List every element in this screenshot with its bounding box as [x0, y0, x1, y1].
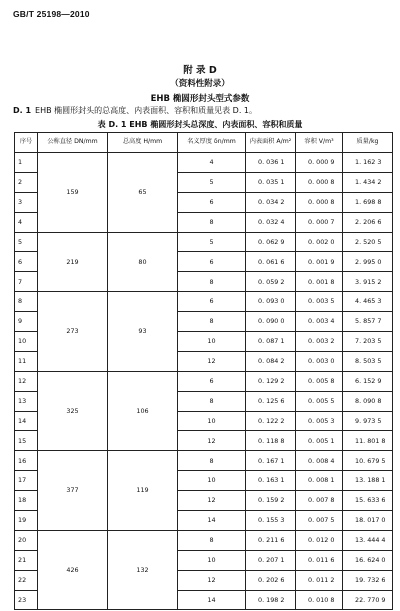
cell-thickness: 8 — [178, 451, 246, 471]
cell-no: 5 — [15, 232, 38, 252]
cell-thickness: 6 — [178, 292, 246, 312]
cell-area: 0. 155 3 — [246, 511, 296, 531]
table-row — [15, 232, 393, 252]
cell-mass: 2. 520 5 — [343, 232, 393, 252]
cell-area: 0. 034 2 — [246, 192, 296, 212]
cell-no: 14 — [15, 411, 38, 431]
cell-mass: 22. 770 9 — [343, 590, 393, 610]
cell-mass: 8. 090 8 — [343, 391, 393, 411]
cell-area: 0. 036 1 — [246, 153, 296, 173]
cell-mass: 7. 203 5 — [343, 332, 393, 352]
cell-volume: 0. 005 8 — [296, 371, 343, 391]
cell-mass: 2. 995 0 — [343, 252, 393, 272]
cell-volume: 0. 005 3 — [296, 411, 343, 431]
cell-no: 8 — [15, 292, 38, 312]
cell-mass: 1. 698 8 — [343, 192, 393, 212]
cell-area: 0. 125 6 — [246, 391, 296, 411]
cell-thickness: 5 — [178, 172, 246, 192]
cell-thickness: 12 — [178, 431, 246, 451]
cell-area: 0. 084 2 — [246, 351, 296, 371]
cell-no: 3 — [15, 192, 38, 212]
cell-no: 10 — [15, 332, 38, 352]
header-volume: 容积 V/m³ — [296, 133, 343, 153]
cell-volume: 0. 003 2 — [296, 332, 343, 352]
cell-dn: 219 — [38, 232, 108, 292]
cell-volume: 0. 003 4 — [296, 312, 343, 332]
header-height: 总高度 H/mm — [108, 133, 178, 153]
cell-area: 0. 122 2 — [246, 411, 296, 431]
cell-thickness: 4 — [178, 153, 246, 173]
cell-thickness: 6 — [178, 192, 246, 212]
cell-no: 2 — [15, 172, 38, 192]
table-header-row — [15, 133, 393, 153]
cell-thickness: 12 — [178, 491, 246, 511]
cell-thickness: 14 — [178, 511, 246, 531]
header-area: 内表面积 A/m² — [246, 133, 296, 153]
table-row — [15, 371, 393, 391]
header-thickness: 名义厚度 δn/mm — [178, 133, 246, 153]
cell-thickness: 12 — [178, 351, 246, 371]
cell-thickness: 10 — [178, 411, 246, 431]
cell-volume: 0. 010 8 — [296, 590, 343, 610]
cell-dn: 159 — [38, 153, 108, 233]
cell-volume: 0. 000 9 — [296, 153, 343, 173]
cell-area: 0. 159 2 — [246, 491, 296, 511]
cell-volume: 0. 011 6 — [296, 550, 343, 570]
cell-mass: 8. 503 5 — [343, 351, 393, 371]
cell-mass: 4. 465 3 — [343, 292, 393, 312]
appendix-subtitle: （资料性附录） — [170, 79, 230, 89]
cell-area: 0. 129 2 — [246, 371, 296, 391]
cell-volume: 0. 001 9 — [296, 252, 343, 272]
cell-volume: 0. 007 8 — [296, 491, 343, 511]
table-row — [15, 153, 393, 173]
cell-volume: 0. 001 8 — [296, 272, 343, 292]
cell-height: 93 — [108, 292, 178, 372]
cell-mass: 13. 188 1 — [343, 471, 393, 491]
cell-mass: 11. 801 8 — [343, 431, 393, 451]
cell-thickness: 8 — [178, 272, 246, 292]
cell-area: 0. 035 1 — [246, 172, 296, 192]
cell-thickness: 5 — [178, 232, 246, 252]
cell-volume: 0. 007 5 — [296, 511, 343, 531]
cell-mass: 9. 973 5 — [343, 411, 393, 431]
cell-no: 6 — [15, 252, 38, 272]
cell-no: 12 — [15, 371, 38, 391]
cell-no: 16 — [15, 451, 38, 471]
cell-no: 15 — [15, 431, 38, 451]
cell-volume: 0. 002 0 — [296, 232, 343, 252]
cell-area: 0. 163 1 — [246, 471, 296, 491]
standard-number-header: GB/T 25198—2010 — [13, 9, 90, 19]
cell-mass: 13. 444 4 — [343, 530, 393, 550]
cell-dn: 426 — [38, 530, 108, 610]
cell-thickness: 6 — [178, 252, 246, 272]
cell-thickness: 14 — [178, 590, 246, 610]
cell-dn: 325 — [38, 371, 108, 451]
cell-mass: 19. 732 6 — [343, 570, 393, 590]
clause-number: D. 1 — [13, 106, 32, 115]
cell-area: 0. 167 1 — [246, 451, 296, 471]
cell-volume: 0. 003 0 — [296, 351, 343, 371]
cell-no: 21 — [15, 550, 38, 570]
table-body — [15, 153, 393, 610]
cell-height: 106 — [108, 371, 178, 451]
cell-mass: 16. 624 0 — [343, 550, 393, 570]
appendix-title: 附 录 D — [183, 65, 217, 76]
cell-no: 4 — [15, 212, 38, 232]
cell-no: 9 — [15, 312, 38, 332]
cell-no: 19 — [15, 511, 38, 531]
cell-thickness: 12 — [178, 570, 246, 590]
cell-volume: 0. 008 4 — [296, 451, 343, 471]
table-caption: 表 D. 1 EHB 椭圆形封头总深度、内表面积、容积和质量 — [97, 120, 303, 129]
cell-thickness: 8 — [178, 212, 246, 232]
cell-area: 0. 087 1 — [246, 332, 296, 352]
header-mass: 质量/kg — [343, 133, 393, 153]
cell-thickness: 10 — [178, 471, 246, 491]
cell-volume: 0. 000 8 — [296, 192, 343, 212]
cell-volume: 0. 008 1 — [296, 471, 343, 491]
cell-volume: 0. 005 1 — [296, 431, 343, 451]
cell-no: 7 — [15, 272, 38, 292]
cell-area: 0. 059 2 — [246, 272, 296, 292]
cell-dn: 377 — [38, 451, 108, 531]
cell-height: 119 — [108, 451, 178, 531]
cell-mass: 1. 162 3 — [343, 153, 393, 173]
table-row — [15, 451, 393, 471]
cell-area: 0. 207 1 — [246, 550, 296, 570]
table-row — [15, 292, 393, 312]
cell-area: 0. 202 6 — [246, 570, 296, 590]
appendix-name: EHB 椭圆形封头型式参数 — [150, 94, 250, 104]
cell-height: 65 — [108, 153, 178, 233]
cell-mass: 5. 857 7 — [343, 312, 393, 332]
parameter-table — [14, 132, 393, 610]
cell-volume: 0. 012 0 — [296, 530, 343, 550]
cell-no: 11 — [15, 351, 38, 371]
cell-no: 13 — [15, 391, 38, 411]
cell-no: 22 — [15, 570, 38, 590]
header-no: 序号 — [15, 133, 38, 153]
cell-thickness: 8 — [178, 312, 246, 332]
cell-thickness: 6 — [178, 371, 246, 391]
cell-height: 80 — [108, 232, 178, 292]
cell-mass: 2. 206 6 — [343, 212, 393, 232]
cell-mass: 3. 915 2 — [343, 272, 393, 292]
cell-volume: 0. 000 8 — [296, 172, 343, 192]
cell-area: 0. 061 6 — [246, 252, 296, 272]
cell-area: 0. 118 8 — [246, 431, 296, 451]
cell-mass: 18. 017 0 — [343, 511, 393, 531]
cell-volume: 0. 000 7 — [296, 212, 343, 232]
cell-no: 20 — [15, 530, 38, 550]
cell-thickness: 8 — [178, 391, 246, 411]
cell-volume: 0. 005 5 — [296, 391, 343, 411]
cell-area: 0. 090 0 — [246, 312, 296, 332]
cell-area: 0. 211 6 — [246, 530, 296, 550]
cell-area: 0. 198 2 — [246, 590, 296, 610]
cell-mass: 15. 633 6 — [343, 491, 393, 511]
cell-no: 23 — [15, 590, 38, 610]
cell-area: 0. 093 0 — [246, 292, 296, 312]
cell-volume: 0. 003 5 — [296, 292, 343, 312]
cell-mass: 6. 152 9 — [343, 371, 393, 391]
cell-thickness: 8 — [178, 530, 246, 550]
cell-mass: 1. 434 2 — [343, 172, 393, 192]
cell-area: 0. 032 4 — [246, 212, 296, 232]
cell-no: 17 — [15, 471, 38, 491]
cell-no: 1 — [15, 153, 38, 173]
cell-mass: 10. 679 5 — [343, 451, 393, 471]
clause-paragraph — [13, 105, 257, 116]
table-row — [15, 530, 393, 550]
cell-height: 132 — [108, 530, 178, 610]
clause-text: EHB 椭圆形封头的总高度、内表面积、容积和质量见表 D. 1。 — [35, 106, 258, 115]
cell-thickness: 10 — [178, 550, 246, 570]
cell-dn: 273 — [38, 292, 108, 372]
cell-area: 0. 062 9 — [246, 232, 296, 252]
header-dn: 公称直径 DN/mm — [38, 133, 108, 153]
cell-thickness: 10 — [178, 332, 246, 352]
cell-volume: 0. 011 2 — [296, 570, 343, 590]
cell-no: 18 — [15, 491, 38, 511]
